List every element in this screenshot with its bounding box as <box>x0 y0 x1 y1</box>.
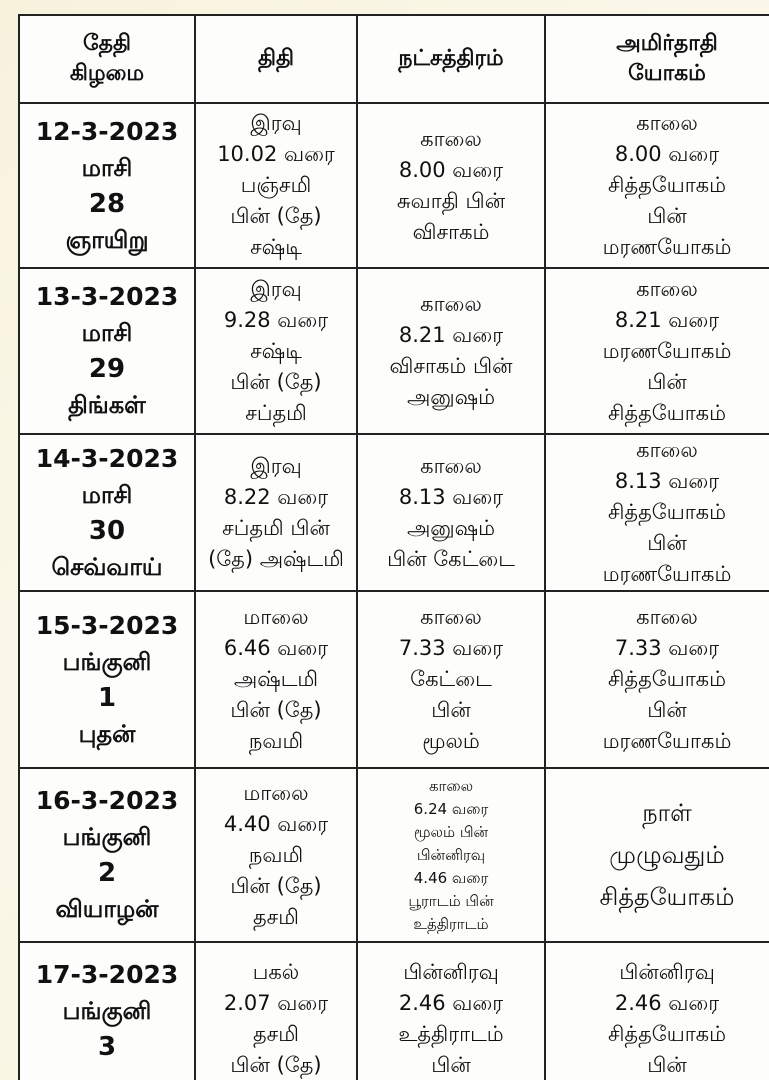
cell-line: சித்தயோகம் <box>599 883 735 911</box>
header-nakshatra <box>357 15 545 103</box>
cell-line: 2.46 வரை <box>614 991 720 1015</box>
cell-line: பின் (தே) <box>230 1053 322 1077</box>
cell-line: இரவு <box>250 111 302 135</box>
nakshatra-cell <box>357 434 545 591</box>
yogam-cell <box>545 268 769 434</box>
cell-line: சஷ்டி <box>250 235 302 259</box>
date-text: 14-3-2023 <box>35 443 179 473</box>
weekday-text: புதன் <box>78 719 136 748</box>
thithi-cell <box>195 434 357 591</box>
cell-line: பின்னிரவு <box>403 960 499 984</box>
cell-line: அனுஷம் <box>406 385 496 409</box>
cell-line: 8.00 வரை <box>398 157 504 182</box>
cell-line: சித்தயோகம் <box>607 500 727 524</box>
month-day-text: 1 <box>97 682 117 713</box>
yogam-cell <box>545 768 769 942</box>
cell-line: நவமி <box>248 842 304 867</box>
month-text: பங்குனி <box>62 647 152 676</box>
month-text: மாசி <box>81 153 133 182</box>
cell-line: உத்திராடம் <box>413 914 489 933</box>
header-text: தேதி <box>83 31 131 56</box>
cell-line: மரணயோகம் <box>602 729 732 753</box>
cell-line: அஷ்டமி <box>233 667 319 691</box>
cell-line: பின்னிரவு <box>416 845 486 864</box>
yogam-cell <box>545 434 769 591</box>
cell-line: பகல் <box>252 960 300 984</box>
cell-line: சப்தமி பின் <box>222 515 330 540</box>
month-text: மாசி <box>81 319 133 347</box>
cell-line: பின் <box>431 698 471 722</box>
cell-line: சப்தமி <box>245 400 307 425</box>
cell-line: இரவு <box>250 453 302 478</box>
cell-line: காலை <box>420 605 482 629</box>
nakshatra-cell <box>357 268 545 434</box>
panchangam-table <box>18 14 769 1080</box>
month-day-text: 2 <box>97 858 117 888</box>
weekday-text: செவ்வாய் <box>51 552 163 581</box>
header-thithi <box>195 15 357 103</box>
header-text: நட்சத்திரம் <box>398 46 504 71</box>
cell-line: 6.46 வரை <box>223 636 329 660</box>
month-day-text: 29 <box>88 354 126 384</box>
date-text: 16-3-2023 <box>35 786 179 815</box>
header-date-day <box>19 15 195 103</box>
cell-line: சித்தயோகம் <box>607 667 727 691</box>
cell-line: 7.33 வரை <box>614 636 720 660</box>
nakshatra-cell <box>357 591 545 768</box>
cell-line: இரவு <box>250 276 302 301</box>
cell-line: (தே) அஷ்டமி <box>208 546 344 571</box>
header-text: கிழமை <box>69 61 145 86</box>
cell-line: காலை <box>636 276 698 301</box>
cell-line: பூராடம் பின் <box>408 891 494 910</box>
cell-line: பின் <box>431 1053 471 1077</box>
weekday-text: ஞாயிறு <box>65 225 149 254</box>
header-yogam <box>545 15 769 103</box>
header-row <box>19 15 769 103</box>
month-day-text: 30 <box>88 515 126 546</box>
cell-line: நாள் <box>642 799 692 827</box>
cell-line: காலை <box>420 453 482 478</box>
yogam-cell <box>545 942 769 1080</box>
cell-line: 8.13 வரை <box>398 484 504 509</box>
cell-line: சுவாதி பின் <box>396 188 506 213</box>
cell-line: காலை <box>636 438 698 462</box>
cell-line: 4.40 வரை <box>223 811 329 836</box>
nakshatra-cell <box>357 768 545 942</box>
cell-line: மரணயோகம் <box>602 235 732 259</box>
thithi-cell <box>195 591 357 768</box>
nakshatra-cell <box>357 103 545 268</box>
cell-line: 8.13 வரை <box>614 469 720 493</box>
cell-line: பின் <box>647 1053 687 1077</box>
cell-line: பஞ்சமி <box>240 173 312 197</box>
cell-line: 6.24 வரை <box>413 799 489 818</box>
cell-line: மூலம் பின் <box>413 822 489 841</box>
date-cell <box>19 103 195 268</box>
cell-line: 8.22 வரை <box>223 484 329 509</box>
month-text: பங்குனி <box>62 997 152 1025</box>
thithi-cell <box>195 268 357 434</box>
table-row <box>19 434 769 591</box>
cell-line: தசமி <box>253 1022 299 1046</box>
cell-line: காலை <box>636 605 698 629</box>
cell-line: காலை <box>420 292 482 316</box>
cell-line: மரணயோகம் <box>602 562 732 586</box>
cell-line: 2.07 வரை <box>223 991 329 1015</box>
thithi-cell <box>195 942 357 1080</box>
thithi-cell <box>195 768 357 942</box>
cell-line: மாலை <box>243 605 309 629</box>
cell-line: விசாகம் பின் <box>389 354 513 378</box>
table-row <box>19 942 769 1080</box>
cell-line: பின் (தே) <box>230 369 322 394</box>
date-cell <box>19 591 195 768</box>
table-row <box>19 103 769 268</box>
nakshatra-cell <box>357 942 545 1080</box>
cell-line: மூலம் <box>422 729 480 753</box>
cell-line: 8.21 வரை <box>614 307 720 332</box>
table-row <box>19 268 769 434</box>
header-text: யோகம் <box>628 61 706 86</box>
cell-line: விசாகம் <box>412 219 490 244</box>
cell-line: காலை <box>420 126 482 151</box>
date-cell <box>19 268 195 434</box>
cell-line: சித்தயோகம் <box>607 400 727 425</box>
cell-line: 4.46 வரை <box>413 868 489 887</box>
date-cell <box>19 942 195 1080</box>
date-cell <box>19 768 195 942</box>
month-day-text: 3 <box>97 1032 117 1062</box>
cell-line: 7.33 வரை <box>398 636 504 660</box>
month-day-text: 28 <box>88 188 126 219</box>
weekday-text: வியாழன் <box>55 895 159 923</box>
weekday-text: திங்கள் <box>68 391 146 419</box>
cell-line: பின் <box>647 531 687 555</box>
cell-line: காலை <box>636 111 698 135</box>
cell-line: முழுவதும் <box>609 841 725 869</box>
date-text: 17-3-2023 <box>35 960 179 989</box>
cell-line: பின் (தே) <box>230 698 322 722</box>
cell-line: 8.00 வரை <box>614 142 720 166</box>
cell-line: கேட்டை <box>410 667 492 691</box>
cell-line: சஷ்டி <box>250 338 302 363</box>
cell-line: 9.28 வரை <box>223 307 329 332</box>
cell-line: பின் கேட்டை <box>387 546 515 571</box>
calendar-table-container <box>18 14 769 1080</box>
date-text: 15-3-2023 <box>35 610 179 640</box>
cell-line: 2.46 வரை <box>398 991 504 1015</box>
cell-line: தசமி <box>253 904 299 929</box>
cell-line: பின் <box>647 698 687 722</box>
table-row <box>19 768 769 942</box>
month-text: மாசி <box>81 480 133 509</box>
cell-line: பின்னிரவு <box>619 960 715 984</box>
cell-line: மாலை <box>243 780 309 805</box>
cell-line: 10.02 வரை <box>217 142 335 166</box>
cell-line: பின் (தே) <box>230 204 322 228</box>
header-text: அமிர்தாதி <box>616 31 718 56</box>
yogam-cell <box>545 591 769 768</box>
cell-line: சித்தயோகம் <box>607 1022 727 1046</box>
table-row <box>19 591 769 768</box>
yogam-cell <box>545 103 769 268</box>
cell-line: நவமி <box>248 729 304 753</box>
date-text: 13-3-2023 <box>35 282 179 311</box>
date-cell <box>19 434 195 591</box>
thithi-cell <box>195 103 357 268</box>
cell-line: மரணயோகம் <box>602 338 732 363</box>
month-text: பங்குனி <box>62 823 152 851</box>
cell-line: பின் <box>647 204 687 228</box>
cell-line: உத்திராடம் <box>398 1022 504 1046</box>
header-text: திதி <box>257 46 295 71</box>
date-text: 12-3-2023 <box>35 116 179 146</box>
cell-line: பின் <box>647 369 687 394</box>
cell-line: 8.21 வரை <box>398 323 504 347</box>
cell-line: பின் (தே) <box>230 873 322 898</box>
cell-line: காலை <box>428 776 474 795</box>
cell-line: சித்தயோகம் <box>607 173 727 197</box>
cell-line: அனுஷம் <box>406 515 496 540</box>
